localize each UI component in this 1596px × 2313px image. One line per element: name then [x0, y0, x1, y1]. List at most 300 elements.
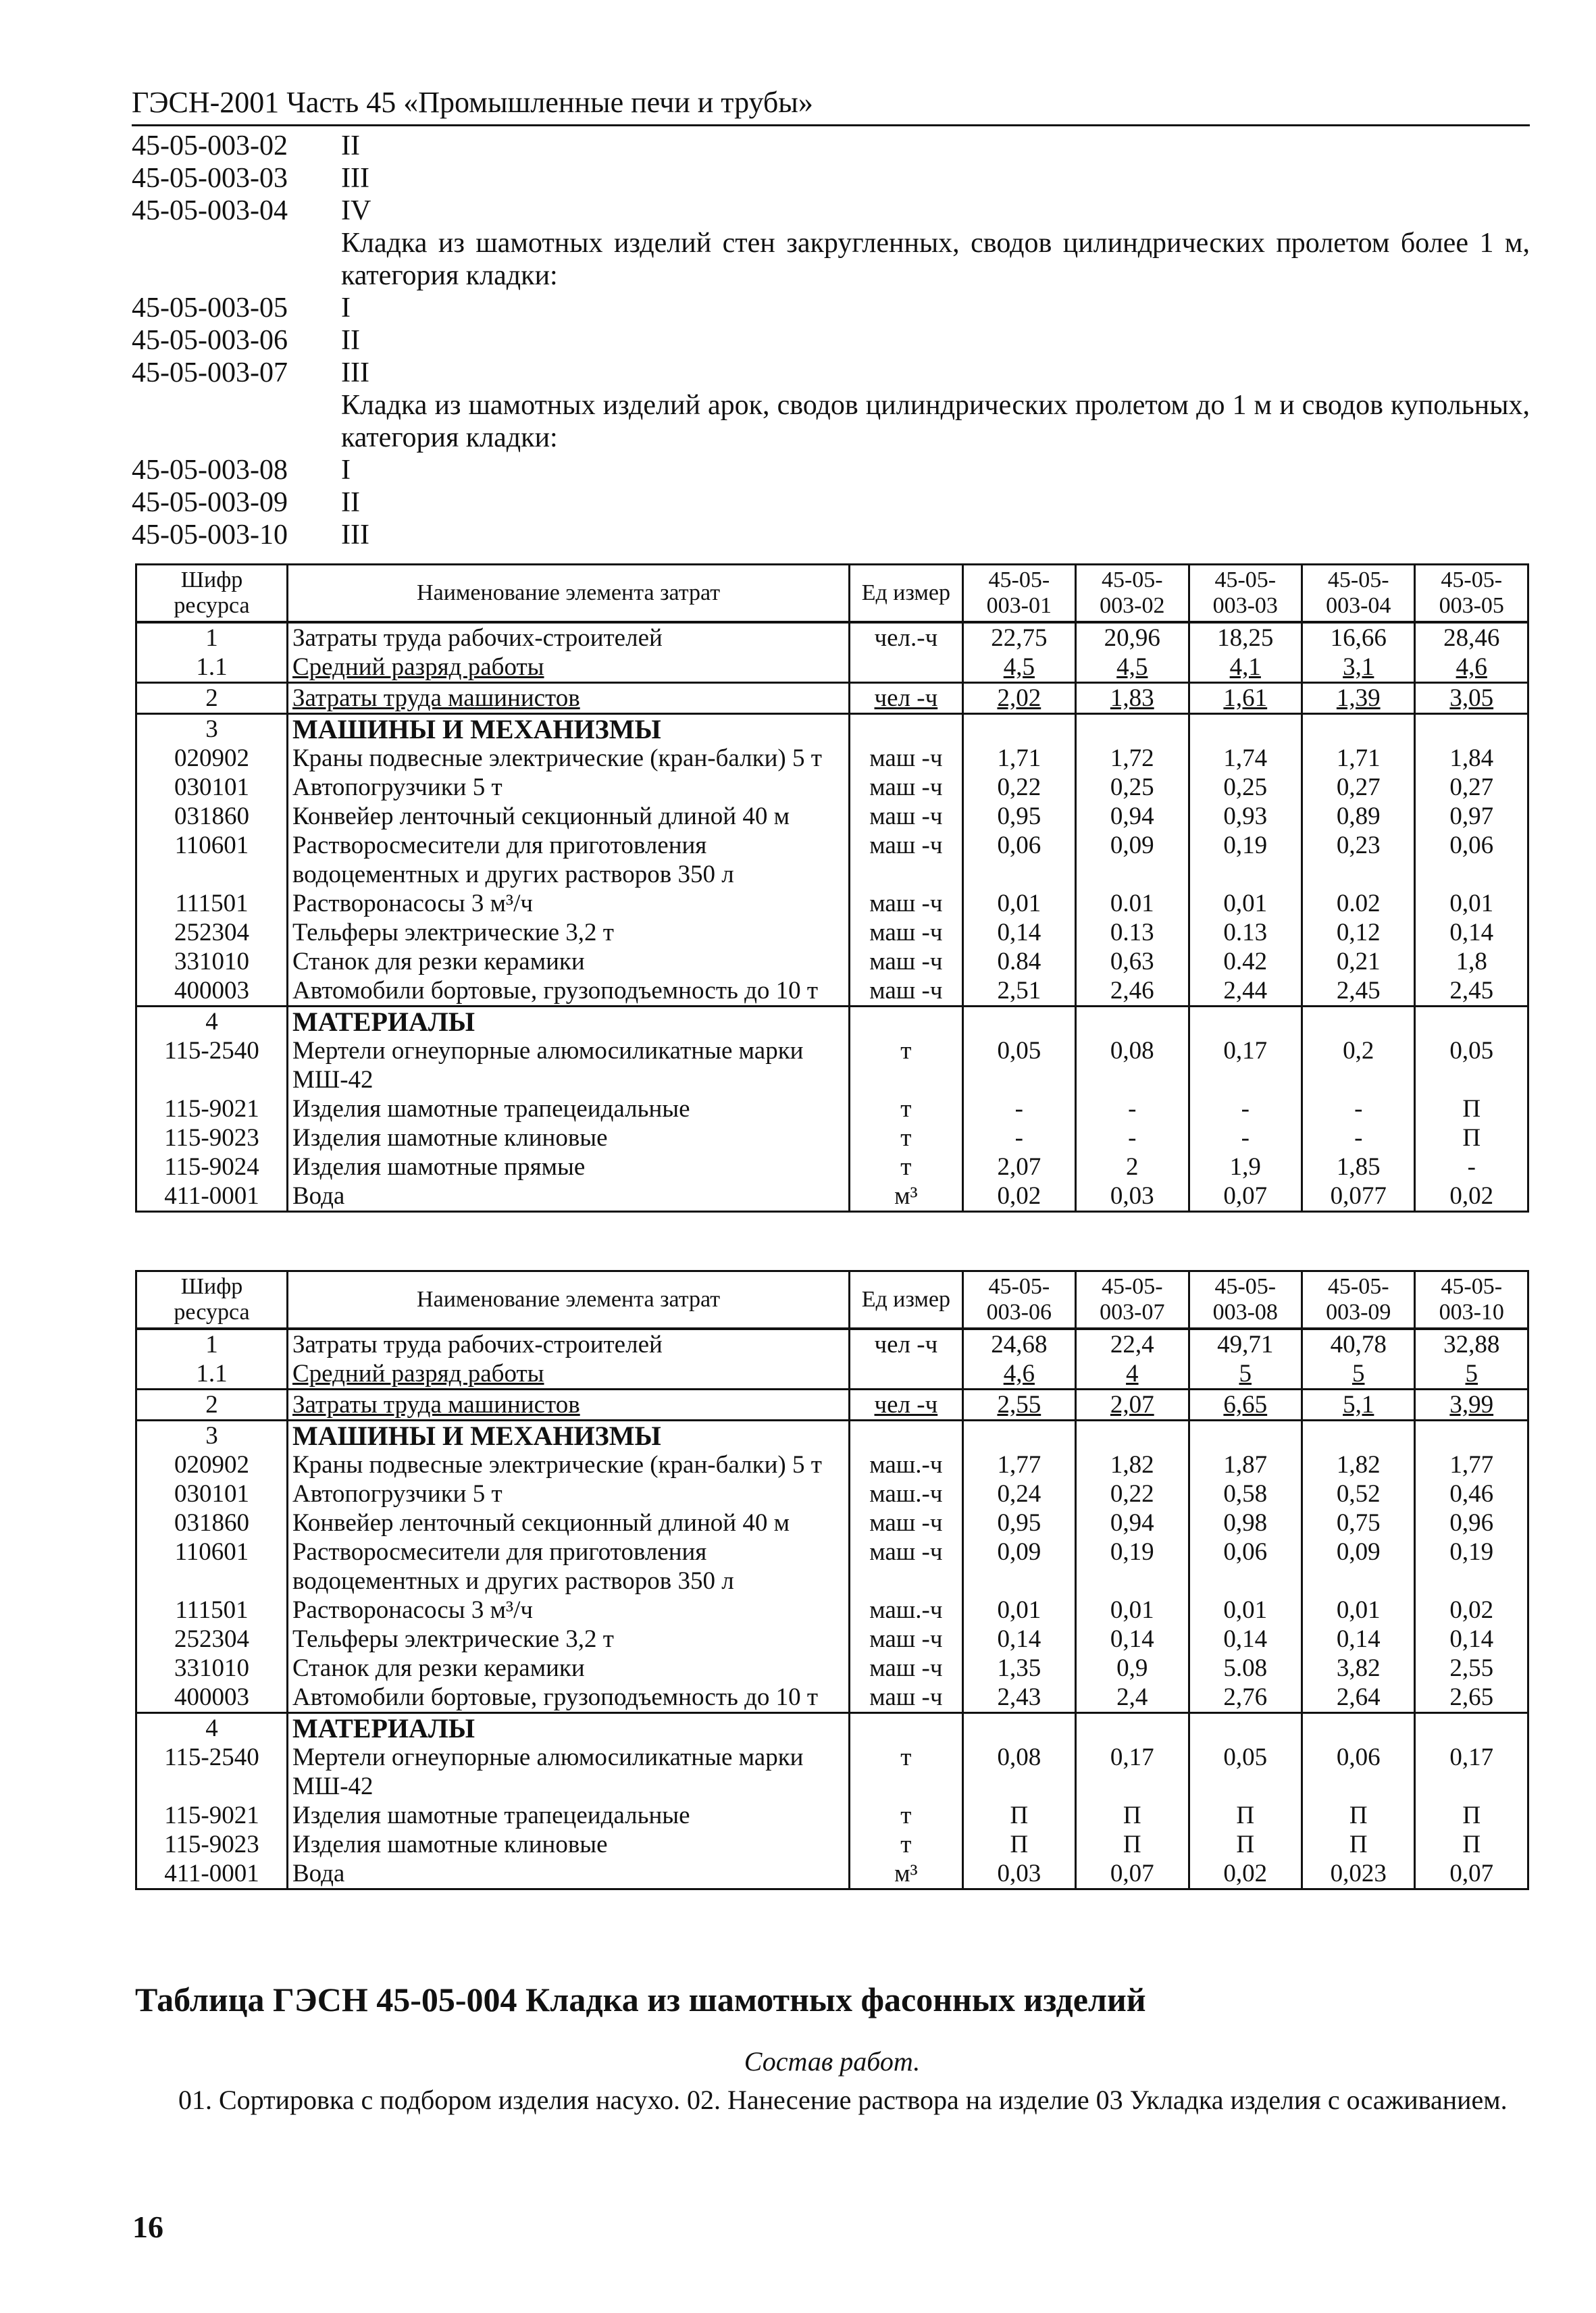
empty-cell — [1415, 1421, 1528, 1451]
row-code: 031860 — [136, 802, 288, 831]
row-value: 1,82 — [1076, 1450, 1189, 1479]
row-unit: маш -ч — [850, 1683, 962, 1713]
row-value: 0,14 — [1076, 1625, 1189, 1654]
row-name: Затраты труда рабочих-строителей — [287, 622, 849, 653]
row-value: 0.01 — [1076, 889, 1189, 918]
code-list-item — [132, 195, 1530, 227]
row-value: 0,05 — [1415, 1036, 1528, 1094]
page-number: 16 — [132, 2210, 163, 2244]
row-value: 4 — [1076, 1359, 1189, 1390]
row-code: 4 — [136, 1713, 288, 1744]
row-value: 2,07 — [962, 1152, 1075, 1181]
row-value: 1,77 — [962, 1450, 1075, 1479]
row-value: 0,08 — [1076, 1036, 1189, 1094]
row-value: 0,14 — [1189, 1625, 1302, 1654]
row-value: 1,77 — [1415, 1450, 1528, 1479]
row-value: 0,93 — [1189, 802, 1302, 831]
row-unit: маш -ч — [850, 918, 962, 947]
row-unit: чел -ч — [850, 1329, 962, 1359]
row-name: Краны подвесные электрические (кран-балки) 5 т — [287, 1450, 849, 1479]
table-row — [136, 683, 1528, 714]
row-unit: т — [850, 1094, 962, 1123]
row-value: 4,5 — [962, 653, 1075, 683]
row-name: Станок для резки керамики — [287, 1654, 849, 1683]
row-value: П — [1415, 1094, 1528, 1123]
row-name: Автомобили бортовые, грузоподъемность до 10 т — [287, 976, 849, 1007]
row-value: 0,94 — [1076, 802, 1189, 831]
row-code: 115-9021 — [136, 1801, 288, 1830]
header-column-code: 45-05-003-09 — [1302, 1271, 1415, 1329]
header-column-code: 45-05-003-07 — [1076, 1271, 1189, 1329]
row-code: 030101 — [136, 773, 288, 802]
item-code: 45-05-003-05 — [132, 293, 288, 324]
empty-cell — [962, 1713, 1075, 1744]
row-value: 0,58 — [1189, 1479, 1302, 1508]
row-value: 0,27 — [1415, 773, 1528, 802]
row-unit: маш -ч — [850, 889, 962, 918]
item-code: 45-05-003-02 — [132, 130, 288, 161]
row-value: - — [1189, 1123, 1302, 1152]
row-code: 1 — [136, 622, 288, 653]
table-row — [136, 744, 1528, 773]
table-title: Таблица ГЭСН 45-05-004 Кладка из шамотных фасонных изделий — [135, 1981, 1146, 2018]
row-value: 3,99 — [1415, 1390, 1528, 1421]
row-unit — [850, 653, 962, 683]
header-column-code: 45-05-003-01 — [962, 565, 1075, 623]
table-row — [136, 1830, 1528, 1859]
row-value: 2,76 — [1189, 1683, 1302, 1713]
row-name: Краны подвесные электрические (кран-балки) 5 т — [287, 744, 849, 773]
row-value: П — [1189, 1801, 1302, 1830]
row-code: 1 — [136, 1329, 288, 1359]
table-row — [136, 1007, 1528, 1037]
row-value: 0,21 — [1302, 947, 1415, 976]
row-value: 49,71 — [1189, 1329, 1302, 1359]
row-value: 0,09 — [962, 1537, 1075, 1596]
header-code: Шифр ресурса — [136, 1271, 288, 1329]
row-code: 030101 — [136, 1479, 288, 1508]
row-value: 0,95 — [962, 802, 1075, 831]
header-column-code: 45-05-003-04 — [1302, 565, 1415, 623]
header-column-code: 45-05-003-03 — [1189, 565, 1302, 623]
row-code: 115-2540 — [136, 1036, 288, 1094]
row-name: Конвейер ленточный секционный длиной 40 м — [287, 1508, 849, 1537]
row-name: Затраты труда рабочих-строителей — [287, 1329, 849, 1359]
row-value: 0,19 — [1189, 831, 1302, 889]
row-value: 4,6 — [1415, 653, 1528, 683]
code-list-item — [132, 292, 1530, 324]
row-code: 4 — [136, 1007, 288, 1037]
row-value: 20,96 — [1076, 622, 1189, 653]
row-value: - — [962, 1123, 1075, 1152]
row-value: 0.84 — [962, 947, 1075, 976]
row-code: 115-9023 — [136, 1123, 288, 1152]
header-column-code: 45-05-003-10 — [1415, 1271, 1528, 1329]
row-value: 0,12 — [1302, 918, 1415, 947]
table-row — [136, 831, 1528, 889]
row-value: 0,02 — [1415, 1596, 1528, 1625]
item-category: I — [341, 293, 351, 324]
empty-cell — [1302, 1007, 1415, 1037]
row-value: 0.02 — [1302, 889, 1415, 918]
row-value: 0,94 — [1076, 1508, 1189, 1537]
row-value: 2,43 — [962, 1683, 1075, 1713]
row-value: П — [1076, 1801, 1189, 1830]
row-value: 2,44 — [1189, 976, 1302, 1007]
row-value: 0,25 — [1076, 773, 1189, 802]
row-value: 2 — [1076, 1152, 1189, 1181]
empty-cell — [962, 714, 1075, 744]
table-row — [136, 622, 1528, 653]
row-value: 0,05 — [962, 1036, 1075, 1094]
row-value: 5 — [1415, 1359, 1528, 1390]
row-unit: т — [850, 1152, 962, 1181]
code-list-item — [132, 486, 1530, 519]
table-row — [136, 1596, 1528, 1625]
row-unit: маш -ч — [850, 802, 962, 831]
table-row — [136, 1537, 1528, 1596]
row-value: 5 — [1189, 1359, 1302, 1390]
row-value: 2,55 — [962, 1390, 1075, 1421]
row-value: 1,84 — [1415, 744, 1528, 773]
row-value: П — [1189, 1830, 1302, 1859]
empty-cell — [962, 1421, 1075, 1451]
row-name: МАШИНЫ И МЕХАНИЗМЫ — [287, 714, 849, 744]
item-code: 45-05-003-10 — [132, 519, 288, 551]
row-value: 0,27 — [1302, 773, 1415, 802]
row-value: 0,17 — [1076, 1743, 1189, 1801]
item-code: 45-05-003-06 — [132, 325, 288, 356]
table-row — [136, 1801, 1528, 1830]
row-value: 0,09 — [1076, 831, 1189, 889]
row-code: 2 — [136, 1390, 288, 1421]
codes-list — [132, 130, 1530, 551]
item-category: III — [341, 163, 369, 194]
row-value: П — [962, 1830, 1075, 1859]
row-value: 6,65 — [1189, 1390, 1302, 1421]
row-code: 1.1 — [136, 653, 288, 683]
row-value: 2,45 — [1415, 976, 1528, 1007]
table-row — [136, 1859, 1528, 1889]
row-unit: т — [850, 1123, 962, 1152]
row-value: - — [1302, 1094, 1415, 1123]
row-value: 0,17 — [1189, 1036, 1302, 1094]
row-value: 0,06 — [1302, 1743, 1415, 1801]
row-unit: т — [850, 1801, 962, 1830]
row-value: - — [1076, 1123, 1189, 1152]
row-code: 110601 — [136, 1537, 288, 1596]
row-code: 411-0001 — [136, 1181, 288, 1212]
row-value: 0,24 — [962, 1479, 1075, 1508]
table-row — [136, 1743, 1528, 1801]
table-row — [136, 653, 1528, 683]
row-name: МАШИНЫ И МЕХАНИЗМЫ — [287, 1421, 849, 1451]
work-composition-title: Состав работ. — [744, 2046, 921, 2077]
table-row — [136, 1683, 1528, 1713]
row-code: 252304 — [136, 918, 288, 947]
table-row — [136, 1508, 1528, 1537]
row-value: 3,1 — [1302, 653, 1415, 683]
row-value: 0,14 — [1415, 918, 1528, 947]
row-value: 0.13 — [1076, 918, 1189, 947]
row-code: 020902 — [136, 744, 288, 773]
row-value: 4,5 — [1076, 653, 1189, 683]
table-row — [136, 1479, 1528, 1508]
row-name: Конвейер ленточный секционный длиной 40 м — [287, 802, 849, 831]
header-column-code: 45-05-003-05 — [1415, 565, 1528, 623]
row-value: 0,14 — [962, 1625, 1075, 1654]
row-value: 0,97 — [1415, 802, 1528, 831]
row-value: 0,07 — [1076, 1859, 1189, 1889]
table-row — [136, 918, 1528, 947]
row-value: 0,06 — [1415, 831, 1528, 889]
item-code: 45-05-003-08 — [132, 455, 288, 486]
empty-cell — [850, 714, 962, 744]
row-value: 24,68 — [962, 1329, 1075, 1359]
row-value: 0.42 — [1189, 947, 1302, 976]
header-name: Наименование элемента затрат — [287, 565, 849, 623]
row-value: 0,06 — [1189, 1537, 1302, 1596]
empty-cell — [1415, 1007, 1528, 1037]
row-value: 0,05 — [1189, 1743, 1302, 1801]
row-code: 115-2540 — [136, 1743, 288, 1801]
row-value: 5.08 — [1189, 1654, 1302, 1683]
code-list-item — [132, 324, 1530, 357]
empty-cell — [1076, 714, 1189, 744]
header-column-code: 45-05-003-06 — [962, 1271, 1075, 1329]
row-value: 1,82 — [1302, 1450, 1415, 1479]
row-name: Автомобили бортовые, грузоподъемность до 10 т — [287, 1683, 849, 1713]
row-name: МАТЕРИАЛЫ — [287, 1007, 849, 1037]
row-value: 0,19 — [1076, 1537, 1189, 1596]
row-name: Растворосмесители для приготовления водоцементных и других растворов 350 л — [287, 831, 849, 889]
row-code: 115-9021 — [136, 1094, 288, 1123]
row-value: 0,14 — [1415, 1625, 1528, 1654]
table-row — [136, 1625, 1528, 1654]
row-name: Тельферы электрические 3,2 т — [287, 1625, 849, 1654]
code-group-description — [132, 389, 1530, 454]
row-value: - — [1076, 1094, 1189, 1123]
row-value: 1,35 — [962, 1654, 1075, 1683]
empty-cell — [1302, 714, 1415, 744]
code-list-item — [132, 454, 1530, 486]
row-name: Мертели огнеупорные алюмосиликатные марки МШ-42 — [287, 1743, 849, 1801]
table-row — [136, 1359, 1528, 1390]
row-code: 1.1 — [136, 1359, 288, 1390]
table-row — [136, 1181, 1528, 1212]
row-code: 331010 — [136, 1654, 288, 1683]
header-code: Шифр ресурса — [136, 565, 288, 623]
row-unit: маш -ч — [850, 744, 962, 773]
row-value: 40,78 — [1302, 1329, 1415, 1359]
row-value: 2,07 — [1076, 1390, 1189, 1421]
row-value: П — [1415, 1801, 1528, 1830]
row-unit: маш.-ч — [850, 1479, 962, 1508]
table-row — [136, 1450, 1528, 1479]
row-name: Растворонасосы 3 м³/ч — [287, 1596, 849, 1625]
table-row — [136, 802, 1528, 831]
row-code: 115-9024 — [136, 1152, 288, 1181]
row-name: Затраты труда машинистов — [287, 683, 849, 714]
table-row — [136, 1329, 1528, 1359]
item-category: I — [341, 455, 351, 486]
row-name: Средний разряд работы — [287, 1359, 849, 1390]
code-list-item — [132, 130, 1530, 162]
empty-cell — [1189, 714, 1302, 744]
row-code: 031860 — [136, 1508, 288, 1537]
row-value: - — [1302, 1123, 1415, 1152]
row-code: 3 — [136, 1421, 288, 1451]
row-value: 0,95 — [962, 1508, 1075, 1537]
row-value: 1,9 — [1189, 1152, 1302, 1181]
row-value: 2,4 — [1076, 1683, 1189, 1713]
row-code: 252304 — [136, 1625, 288, 1654]
row-value: 1,83 — [1076, 683, 1189, 714]
row-code: 020902 — [136, 1450, 288, 1479]
row-value: 0,14 — [962, 918, 1075, 947]
row-value: 2,64 — [1302, 1683, 1415, 1713]
row-value: 0,07 — [1415, 1859, 1528, 1889]
row-code: 115-9023 — [136, 1830, 288, 1859]
item-category: III — [341, 357, 369, 388]
row-code: 3 — [136, 714, 288, 744]
item-code: 45-05-003-03 — [132, 163, 288, 194]
header-column-code: 45-05-003-08 — [1189, 1271, 1302, 1329]
row-code: 331010 — [136, 947, 288, 976]
row-name: Изделия шамотные клиновые — [287, 1123, 849, 1152]
row-unit: маш -ч — [850, 1508, 962, 1537]
row-name: Станок для резки керамики — [287, 947, 849, 976]
row-value: 0,96 — [1415, 1508, 1528, 1537]
row-code: 400003 — [136, 976, 288, 1007]
description-text: Кладка из шамотных изделий арок, сводов цилиндрических пролетом до 1 м и сводов купольных, категория кладки: — [341, 390, 1530, 453]
table-row — [136, 1421, 1528, 1451]
empty-cell — [1189, 1007, 1302, 1037]
row-value: - — [1415, 1152, 1528, 1181]
row-value: 0,63 — [1076, 947, 1189, 976]
table-row — [136, 1390, 1528, 1421]
row-code: 110601 — [136, 831, 288, 889]
row-value: 0,01 — [962, 1596, 1075, 1625]
row-value: 0,01 — [1189, 1596, 1302, 1625]
row-value: 0,08 — [962, 1743, 1075, 1801]
table-row — [136, 889, 1528, 918]
code-list-item — [132, 162, 1530, 195]
item-category: IV — [341, 195, 371, 226]
row-value: 5,1 — [1302, 1390, 1415, 1421]
row-unit: т — [850, 1830, 962, 1859]
table-row — [136, 773, 1528, 802]
item-category: II — [341, 130, 360, 161]
table-header-row — [136, 565, 1528, 623]
row-value: 0,01 — [1302, 1596, 1415, 1625]
row-value: 2,65 — [1415, 1683, 1528, 1713]
row-name: Затраты труда машинистов — [287, 1390, 849, 1421]
empty-cell — [1302, 1713, 1415, 1744]
row-value: П — [1415, 1123, 1528, 1152]
row-value: 2,02 — [962, 683, 1075, 714]
row-value: 0,09 — [1302, 1537, 1415, 1596]
row-value: 32,88 — [1415, 1329, 1528, 1359]
row-value: 0,03 — [962, 1859, 1075, 1889]
row-value: 1,71 — [1302, 744, 1415, 773]
row-unit: маш -ч — [850, 1625, 962, 1654]
row-value: 18,25 — [1189, 622, 1302, 653]
row-value: 0,03 — [1076, 1181, 1189, 1212]
resource-table-2 — [135, 1270, 1529, 1890]
row-unit: маш -ч — [850, 773, 962, 802]
row-value: 0,2 — [1302, 1036, 1415, 1094]
row-code: 411-0001 — [136, 1859, 288, 1889]
row-name: Растворонасосы 3 м³/ч — [287, 889, 849, 918]
row-value: 0,52 — [1302, 1479, 1415, 1508]
row-name: Растворосмесители для приготовления водоцементных и других растворов 350 л — [287, 1537, 849, 1596]
row-value: 0,01 — [962, 889, 1075, 918]
row-value: 2,46 — [1076, 976, 1189, 1007]
row-unit: м³ — [850, 1181, 962, 1212]
row-value: 3,82 — [1302, 1654, 1415, 1683]
row-value: 0,46 — [1415, 1479, 1528, 1508]
item-code: 45-05-003-04 — [132, 195, 288, 226]
header-unit: Ед измер — [850, 565, 962, 623]
row-value: 0,023 — [1302, 1859, 1415, 1889]
description-text: Кладка из шамотных изделий стен закругленных, сводов цилиндрических пролетом более 1 м, категория кладки: — [341, 228, 1530, 291]
row-name: МАТЕРИАЛЫ — [287, 1713, 849, 1744]
row-value: 2,45 — [1302, 976, 1415, 1007]
item-category: II — [341, 487, 360, 518]
row-value: 22,75 — [962, 622, 1075, 653]
empty-cell — [1189, 1421, 1302, 1451]
row-value: 0,02 — [1189, 1859, 1302, 1889]
row-name: Изделия шамотные клиновые — [287, 1830, 849, 1859]
table-row — [136, 976, 1528, 1007]
row-value: 0,14 — [1302, 1625, 1415, 1654]
row-value: 0,89 — [1302, 802, 1415, 831]
row-name: Вода — [287, 1181, 849, 1212]
empty-cell — [1076, 1421, 1189, 1451]
row-value: 0,02 — [1415, 1181, 1528, 1212]
header-unit: Ед измер — [850, 1271, 962, 1329]
header-column-code: 45-05-003-02 — [1076, 565, 1189, 623]
row-value: 0,01 — [1415, 889, 1528, 918]
empty-cell — [850, 1713, 962, 1744]
row-unit: м³ — [850, 1859, 962, 1889]
row-unit: чел.-ч — [850, 622, 962, 653]
row-value: 4,6 — [962, 1359, 1075, 1390]
row-name: Изделия шамотные трапецеидальные — [287, 1801, 849, 1830]
code-list-item — [132, 519, 1530, 551]
row-value: 5 — [1302, 1359, 1415, 1390]
row-unit: маш -ч — [850, 947, 962, 976]
row-value: П — [1302, 1801, 1415, 1830]
row-unit: т — [850, 1036, 962, 1094]
row-value: - — [1189, 1094, 1302, 1123]
code-list-item — [132, 357, 1530, 389]
empty-cell — [962, 1007, 1075, 1037]
row-value: 2,55 — [1415, 1654, 1528, 1683]
row-value: 1,74 — [1189, 744, 1302, 773]
table-row — [136, 1123, 1528, 1152]
header-name: Наименование элемента затрат — [287, 1271, 849, 1329]
row-unit: маш.-ч — [850, 1450, 962, 1479]
table-row — [136, 714, 1528, 744]
row-unit: маш.-ч — [850, 1596, 962, 1625]
table-row — [136, 1713, 1528, 1744]
row-value: П — [962, 1801, 1075, 1830]
row-value: 1,71 — [962, 744, 1075, 773]
work-composition-text: 01. Сортировка с подбором изделия насухо. 02. Нанесение раствора на изделие 03 Укладка изделия с осаживанием. — [178, 2085, 1508, 2115]
row-value: 0,077 — [1302, 1181, 1415, 1212]
